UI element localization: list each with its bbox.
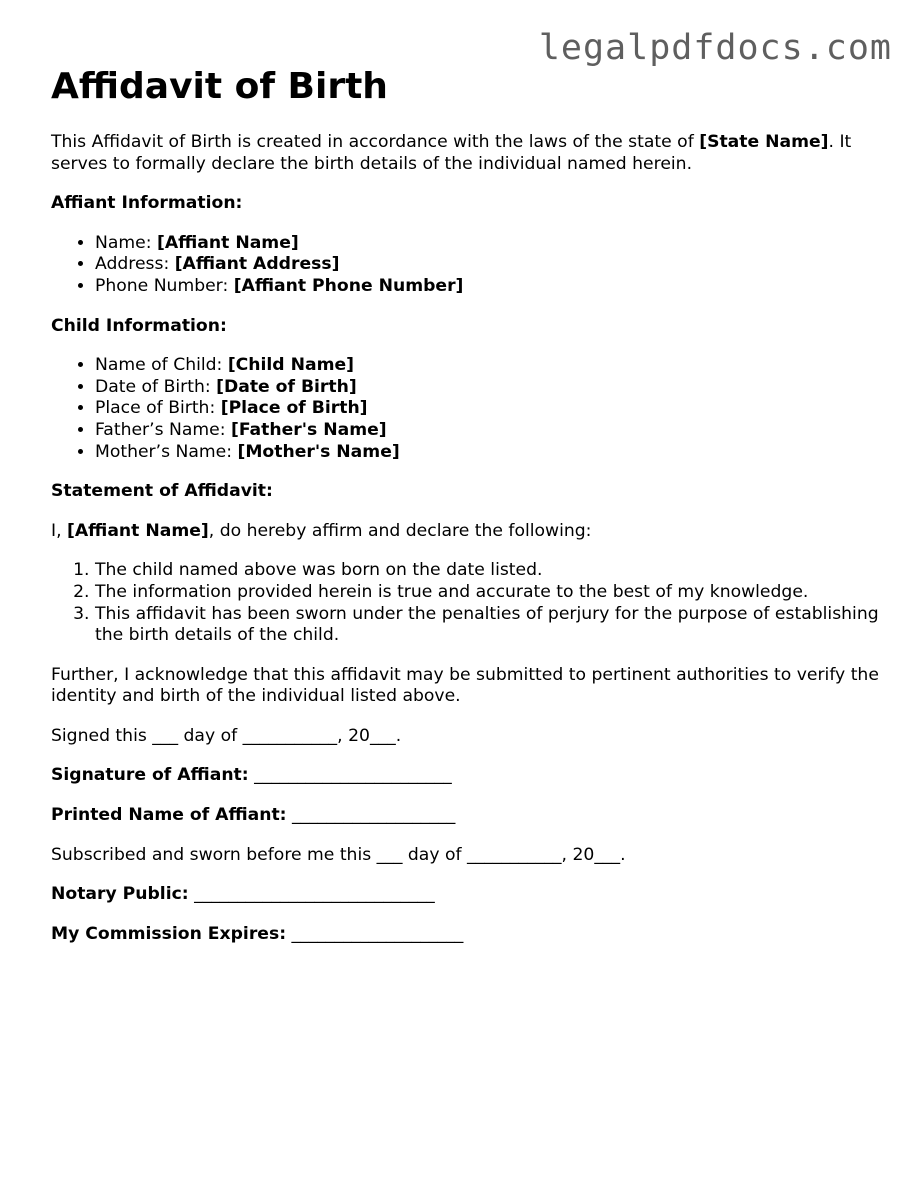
document-page (51, 64, 881, 963)
affiant-information-heading: Affiant Information: (51, 193, 243, 214)
sworn-date-line: Subscribed and sworn before me this ___ day of ___________, 20___. (51, 844, 626, 865)
list-item (95, 355, 881, 377)
notary-blank: ____________________________ (188, 884, 435, 905)
printed-name-line (51, 805, 881, 827)
signed-date-line: Signed this ___ day of ___________, 20___. (51, 725, 402, 746)
list-item (95, 420, 881, 442)
commission-label: My Commission Expires: (51, 923, 287, 944)
list-item: 3. This affidavit has been sworn under the penalties of perjury for the purpose of establishing the birth details of the child. (95, 604, 881, 647)
item-value: [Affiant Name] (156, 232, 299, 253)
printed-name-label: Printed Name of Affiant: (51, 805, 287, 826)
commission-line (51, 924, 881, 946)
list-item (95, 233, 881, 255)
list-item (95, 377, 881, 399)
item-label: Place of Birth: (95, 398, 221, 419)
signature-line (51, 765, 881, 787)
statement-heading: Statement of Affidavit: (51, 481, 273, 502)
state-name-placeholder: [State Name] (699, 132, 829, 152)
item-value: [Date of Birth] (216, 376, 357, 397)
affiant-information-list (51, 233, 881, 298)
printed-name-blank: ___________________ (286, 805, 456, 826)
item-value: [Child Name] (227, 355, 354, 376)
signature-label: Signature of Affiant: (51, 765, 249, 786)
item-label: Name of Child: (95, 355, 228, 376)
item-label: Phone Number: (95, 275, 234, 296)
list-item (95, 254, 881, 276)
item-value: [Affiant Address] (174, 254, 340, 275)
acknowledgement-paragraph: Further, I acknowledge that this affidavit may be submitted to pertinent authorities to verify the identity and birth of the individual listed above. (51, 664, 879, 707)
affiant-name-placeholder: [Affiant Name] (67, 520, 209, 541)
intro-prefix: This Affidavit of Birth is created in accordance with the laws of the state of (51, 132, 700, 152)
item-label: Date of Birth: (95, 376, 217, 397)
declaration-paragraph (51, 521, 881, 543)
item-label: Father’s Name: (95, 419, 231, 440)
child-information-heading: Child Information: (51, 315, 227, 336)
list-item (95, 398, 881, 420)
list-item: 1. The child named above was born on the date listed. (95, 560, 881, 582)
item-value: [Affiant Phone Number] (233, 275, 464, 296)
intro-paragraph (51, 132, 881, 175)
signature-blank: _______________________ (248, 765, 452, 786)
declaration-suffix: , do hereby affirm and declare the following: (208, 520, 592, 541)
commission-blank: ____________________ (286, 923, 464, 944)
item-label: Mother’s Name: (95, 441, 238, 462)
list-item (95, 276, 881, 298)
intro-suffix: . It serves to formally declare the birth details of the individual named herein. (51, 132, 852, 174)
item-value: [Mother's Name] (237, 441, 400, 462)
item-label: Name: (95, 232, 157, 253)
child-information-list (51, 355, 881, 463)
item-value: [Place of Birth] (220, 398, 368, 419)
watermark: legalpdfdocs.com (538, 28, 892, 68)
notary-label: Notary Public: (51, 884, 189, 905)
notary-line (51, 884, 881, 906)
statement-list (51, 560, 881, 646)
page-title: Affidavit of Birth (51, 66, 388, 107)
list-item (95, 442, 881, 464)
item-value: [Father's Name] (230, 419, 387, 440)
list-item: 2. The information provided herein is true and accurate to the best of my knowledge. (95, 582, 881, 604)
declaration-prefix: I, (51, 520, 67, 541)
item-label: Address: (95, 254, 175, 275)
